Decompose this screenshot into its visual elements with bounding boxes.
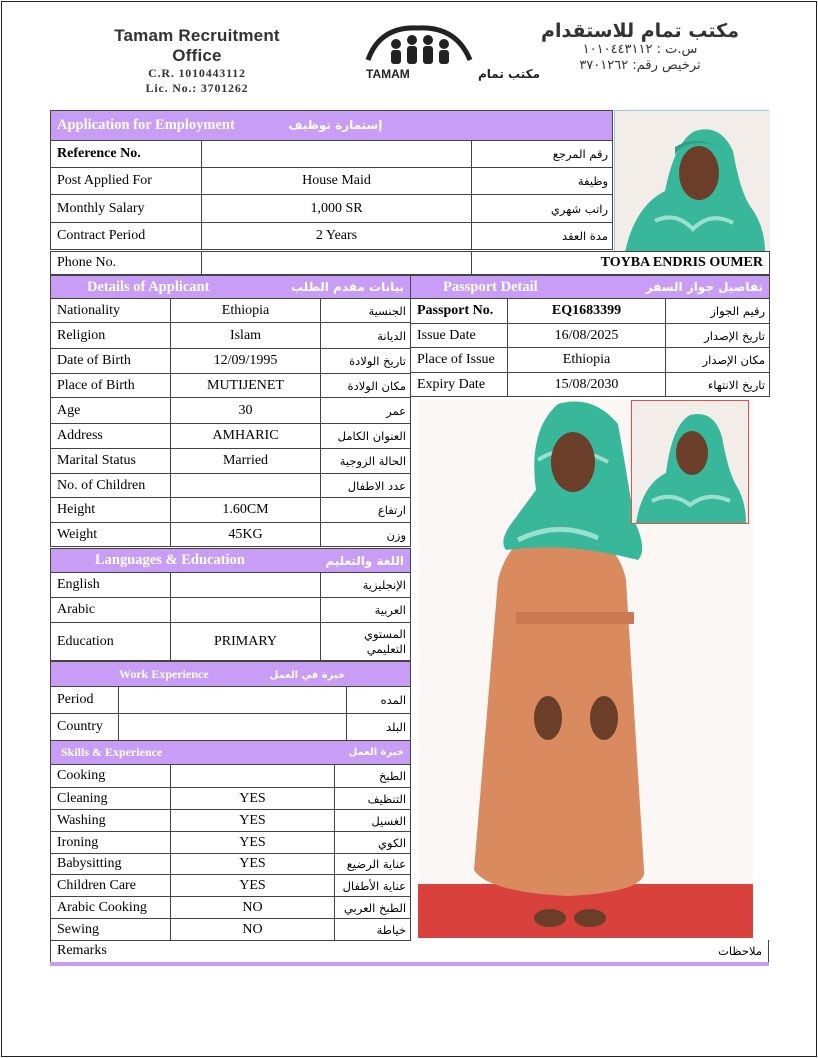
- row-label: No. of Children: [51, 474, 171, 498]
- details-title-ar: بيانات مقدم الطلب: [290, 280, 405, 294]
- row-value: YES: [171, 854, 335, 875]
- table-row: [411, 373, 770, 397]
- row-value: 1.60CM: [171, 498, 321, 523]
- table-row: [51, 141, 613, 168]
- row-label: English: [51, 573, 171, 598]
- row-label: Date of Birth: [51, 349, 171, 374]
- table-row: [51, 168, 613, 195]
- logo-text-en: TAMAM: [366, 67, 410, 81]
- row-value: 45KG: [171, 523, 321, 547]
- row-label-ar: الإنجليزية: [321, 573, 411, 598]
- company-cr-en: C.R. 1010443112: [148, 66, 246, 80]
- table-row: [51, 252, 770, 275]
- table-row: [51, 832, 411, 854]
- portrait-image: [615, 111, 770, 252]
- table-row: [51, 374, 411, 398]
- table-row: [51, 765, 411, 788]
- row-label: Country: [51, 714, 119, 741]
- row-label-ar: الغسيل: [335, 810, 411, 832]
- row-label-ar: وزن: [321, 523, 411, 547]
- applicant-name: TOYBA ENDRIS OUMER: [472, 252, 770, 275]
- details-header: [51, 276, 411, 299]
- row-label-ar: عمر: [321, 398, 411, 424]
- company-license-en: Lic. No.: 3701262: [145, 81, 249, 95]
- row-value: Married: [171, 449, 321, 474]
- table-row: [51, 788, 411, 810]
- row-label: Reference No.: [51, 141, 202, 168]
- logo-text-ar: مكتب تمام: [478, 67, 541, 81]
- row-value: NO: [171, 897, 335, 919]
- row-label: Cleaning: [51, 788, 171, 810]
- row-value: House Maid: [202, 168, 472, 195]
- row-value: AMHARIC: [171, 424, 321, 449]
- application-table: [50, 110, 613, 250]
- row-label-ar: ارتفاع: [321, 498, 411, 523]
- row-label-ar: تاريخ الولادة: [321, 349, 411, 374]
- table-row: [411, 324, 770, 348]
- row-label-ar: التنظيف: [335, 788, 411, 810]
- row-label: Period: [51, 687, 119, 714]
- row-value: YES: [171, 832, 335, 854]
- row-label: Education: [51, 623, 171, 661]
- row-label: Marital Status: [51, 449, 171, 474]
- table-row: [411, 299, 770, 324]
- row-label: Post Applied For: [51, 168, 202, 195]
- row-label: Age: [51, 398, 171, 424]
- passport-table: [410, 275, 770, 397]
- row-value: 12/09/1995: [171, 349, 321, 374]
- company-header-en: [92, 26, 302, 96]
- table-row: [51, 398, 411, 424]
- skills-table: [50, 740, 411, 941]
- row-label: Passport No.: [411, 299, 508, 324]
- application-title-en: Application for Employment: [57, 117, 235, 133]
- work-header: [51, 662, 411, 687]
- table-row: [51, 523, 411, 547]
- row-label: Issue Date: [411, 324, 508, 348]
- row-label-ar: الطبخ: [335, 765, 411, 788]
- row-label-ar: الديانة: [321, 323, 411, 349]
- passport-header: [411, 276, 770, 299]
- row-label-ar: العنوان الكامل: [321, 424, 411, 449]
- row-label-ar: الحالة الزوجية: [321, 449, 411, 474]
- applicant-small-photo: [631, 400, 749, 524]
- work-title-ar: خبرة في العمل: [269, 669, 346, 681]
- row-label: Ironing: [51, 832, 171, 854]
- application-header: [51, 111, 613, 141]
- row-label: Religion: [51, 323, 171, 349]
- row-label-ar: الطبخ العربي: [335, 897, 411, 919]
- table-row: [51, 323, 411, 349]
- row-value: [171, 765, 335, 788]
- details-table: [50, 275, 411, 547]
- row-value: [119, 687, 347, 714]
- company-logo: [360, 20, 541, 82]
- details-title-en: Details of Applicant: [87, 278, 210, 295]
- row-label-ar: خياطة: [335, 919, 411, 941]
- row-label-ar: تاريخ الإصدار: [666, 324, 770, 348]
- row-value: Ethiopia: [508, 348, 666, 373]
- small-portrait-image: [632, 401, 748, 523]
- table-row: [51, 498, 411, 523]
- table-row: [51, 854, 411, 875]
- row-label: Weight: [51, 523, 171, 547]
- passport-title-ar: تفاصيل جواز السفر: [645, 280, 764, 294]
- row-label-ar: البلد: [347, 714, 411, 741]
- company-license-ar: ترخيص رقم: ٣٧٠١٢٦٢: [579, 58, 701, 73]
- row-label-ar: راتب شهري: [472, 195, 613, 223]
- table-row: [51, 349, 411, 374]
- table-row: [51, 714, 411, 741]
- applicant-portrait-photo: [614, 110, 769, 251]
- row-label: Arabic: [51, 598, 171, 623]
- passport-title-en: Passport Detail: [443, 278, 538, 295]
- row-label-ar: مدة العقد: [472, 223, 613, 250]
- row-value: YES: [171, 810, 335, 832]
- phone-label: Phone No.: [51, 252, 202, 275]
- row-value: PRIMARY: [171, 623, 321, 661]
- phone-value: [202, 252, 472, 275]
- company-name-ar: مكتب تمام للاستقدام: [541, 20, 739, 42]
- row-value: [171, 474, 321, 498]
- company-name-en: Tamam Recruitment Office: [114, 26, 280, 65]
- languages-title-en: Languages & Education: [95, 552, 245, 568]
- table-row: [51, 299, 411, 323]
- table-row: [51, 687, 411, 714]
- remarks-row: [50, 940, 769, 962]
- table-row: [51, 875, 411, 897]
- row-value: YES: [171, 875, 335, 897]
- table-row: [411, 348, 770, 373]
- row-label: Place of Birth: [51, 374, 171, 398]
- skills-title-en: Skills & Experience: [61, 745, 163, 759]
- row-label-ar: عناية الأطفال: [335, 875, 411, 897]
- work-title-en: Work Experience: [119, 666, 209, 681]
- table-row: [51, 897, 411, 919]
- row-label-ar: عدد الاطفال: [321, 474, 411, 498]
- row-value: [171, 598, 321, 623]
- row-label-ar: المده: [347, 687, 411, 714]
- row-label: Place of Issue: [411, 348, 508, 373]
- row-label-ar: وظيفة: [472, 168, 613, 195]
- table-row: [51, 195, 613, 223]
- row-label: Expiry Date: [411, 373, 508, 397]
- table-row: [51, 573, 411, 598]
- row-value: 15/08/2030: [508, 373, 666, 397]
- row-label-ar: مكان الولادة: [321, 374, 411, 398]
- row-label: Nationality: [51, 299, 171, 323]
- row-value: Ethiopia: [171, 299, 321, 323]
- table-row: [51, 810, 411, 832]
- row-label-ar: رقيم الجواز: [666, 299, 770, 324]
- row-label: Arabic Cooking: [51, 897, 171, 919]
- row-label-ar: المستوي التعليمي: [321, 623, 411, 661]
- row-label-ar: رقم المرجع: [472, 141, 613, 168]
- row-label: Address: [51, 424, 171, 449]
- row-label-ar: تاريخ الانتهاء: [666, 373, 770, 397]
- row-value: EQ1683399: [508, 299, 666, 324]
- row-value: MUTIJENET: [171, 374, 321, 398]
- row-label: Children Care: [51, 875, 171, 897]
- row-value: 1,000 SR: [202, 195, 472, 223]
- languages-table: [50, 548, 411, 661]
- row-value: Islam: [171, 323, 321, 349]
- row-label: Cooking: [51, 765, 171, 788]
- remarks-label: Remarks: [57, 943, 107, 958]
- row-value: [171, 573, 321, 598]
- row-label: Height: [51, 498, 171, 523]
- row-label: Babysitting: [51, 854, 171, 875]
- table-row: [51, 919, 411, 941]
- row-value: NO: [171, 919, 335, 941]
- row-label-ar: مكان الإصدار: [666, 348, 770, 373]
- remarks-label-ar: ملاحظات: [718, 944, 762, 958]
- row-label-ar: الكوي: [335, 832, 411, 854]
- table-row: [51, 598, 411, 623]
- phone-name-table: [50, 251, 770, 275]
- table-row: [51, 623, 411, 661]
- application-title-ar: إستمارة توظيف: [288, 118, 383, 132]
- skills-title-ar: خبرة العمل: [348, 747, 405, 758]
- row-value: 30: [171, 398, 321, 424]
- row-value: 16/08/2025: [508, 324, 666, 348]
- row-label: Washing: [51, 810, 171, 832]
- work-experience-table: [50, 661, 411, 741]
- skills-header: [51, 741, 411, 765]
- row-value: [202, 141, 472, 168]
- languages-header: [51, 549, 411, 573]
- remarks-bottom-bar: [50, 962, 769, 966]
- table-row: [51, 449, 411, 474]
- company-cr-ar: س.ت : ١٠١٠٤٤٣١١٢: [582, 42, 698, 57]
- row-label: Contract Period: [51, 223, 202, 250]
- row-label-ar: الجنسية: [321, 299, 411, 323]
- table-row: [51, 223, 613, 250]
- table-row: [51, 474, 411, 498]
- company-header-ar: [530, 20, 750, 74]
- row-label-ar: عناية الرضيع: [335, 854, 411, 875]
- row-value: YES: [171, 788, 335, 810]
- row-label: Monthly Salary: [51, 195, 202, 223]
- row-value: [119, 714, 347, 741]
- languages-title-ar: اللغة والتعليم: [325, 553, 405, 568]
- row-value: 2 Years: [202, 223, 472, 250]
- row-label: Sewing: [51, 919, 171, 941]
- table-row: [51, 424, 411, 449]
- row-label-ar: العربية: [321, 598, 411, 623]
